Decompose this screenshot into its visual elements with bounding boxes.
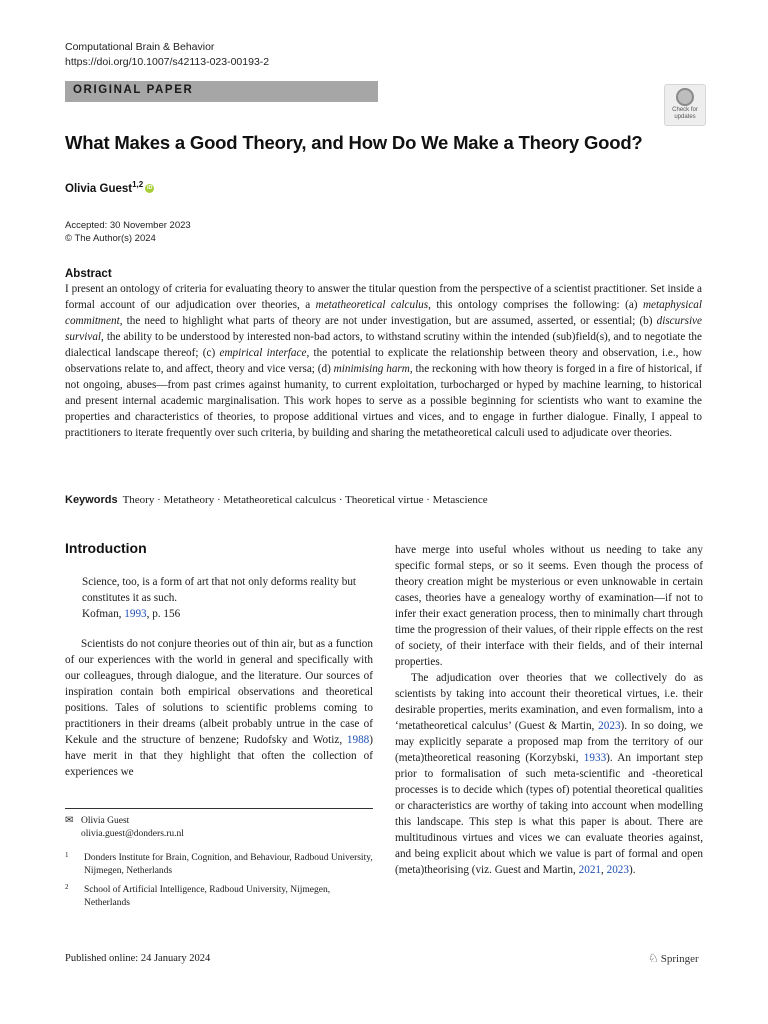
keywords-line — [65, 494, 488, 506]
author-line — [65, 180, 154, 195]
intro-paragraph-1: Scientists do not conjure theories out of thin air, but as a function of our experiences with the world in general and specifically with our colleagues, through dialogue, and the literature. Our sources of inspiration contain both empirical observations and theoretical positions. Tales of solutions to scientific problems coming to practitioners in their dreams (albeit probably untrue in the case of Kekule and the structure of benzene; Rudofsky and Wotiz, 1988) have merit in that they highlight that often the collection of experiences we — [65, 638, 373, 778]
article-dates — [65, 219, 191, 245]
article-type-banner — [65, 81, 378, 102]
orcid-icon[interactable]: iD — [146, 185, 153, 192]
citation-link[interactable]: 1933 — [583, 752, 607, 764]
keywords-list: Theory · Metatheory · Metatheoretical calculcus · Theoretical virtue · Metascience — [122, 494, 488, 506]
affiliation-number: 1 — [65, 851, 69, 859]
contact-name: Olivia Guest — [81, 816, 130, 826]
footnote-divider — [65, 808, 373, 809]
keywords-label: Keywords — [65, 494, 118, 506]
intro-paragraph-continued: have merge into useful wholes without us needing to take any specific formal steps, or so it seems. Even though the process of theory creation might be mysterious or even unknowable in certain cases, theories have a genealogy worthy of examination—if not to infer their exact generation process, then to minimally chart through time the progression of their values, of their ripple effects on the rest of society, of their interface with their fields, and of their internal properties. — [395, 544, 703, 668]
author-name[interactable]: Olivia Guest — [65, 182, 133, 195]
copyright-line: © The Author(s) 2024 — [65, 233, 156, 244]
abstract-text: I present an ontology of criteria for evaluating theory to answer the titular question from the perspective of a scientist practitioner. Set inside a formal account of our adjudication over theories, a metatheoretical calculus, this ontology comprises the following: (a) metaphysical commitment, the need to highlight what parts of theory are not under investigation, but are assumed, asserted, or essential; (b) discursive survival, the ability to be understood by interested non-bad actors, to withstand scrutiny within the intended (sub)field(s), and to negotiate the dialectical landscape thereof; (c) empirical interface, the potential to explicate the relationship between theory and observation, i.e., how observations relate to, and affect, theory and vice versa; (d) minimising harm, the reckoning with how theory is forged in a fire of historical, if not ongoing, abuses—from past crimes against humanity, to current exploitation, turbocharged or hyped by machine learning, to historical and present internal academic marginalisation. This work hopes to serve as a possible beginning for scientists who want to examine the properties and characteristics of theories, to propose additional virtues and vices, and to engage in further dialogue. Finally, I appeal to practitioners to iterate frequently over such criteria, by building and sharing the metatheoretical calculi used to adjudicate over theories. — [65, 283, 703, 439]
article-type-label: ORIGINAL PAPER — [73, 84, 194, 96]
check-updates-label: Check for updates — [672, 107, 698, 120]
journal-name: Computational Brain & Behavior — [65, 41, 215, 53]
citation-link[interactable]: 1988 — [346, 734, 370, 746]
envelope-icon: ✉ — [65, 815, 74, 826]
citation-link[interactable]: 1993 — [124, 608, 147, 620]
citation-link[interactable]: 2021 — [578, 864, 601, 876]
check-for-updates-button[interactable] — [664, 84, 706, 126]
accepted-date: Accepted: 30 November 2023 — [65, 220, 191, 231]
doi-link[interactable]: https://doi.org/10.1007/s42113-023-00193-2 — [65, 56, 270, 68]
epigraph-citation: Kofman, 1993, p. 156 — [82, 608, 181, 620]
published-date: Published online: 24 January 2024 — [65, 953, 211, 964]
abstract-heading: Abstract — [65, 268, 112, 280]
right-column-body — [395, 542, 703, 878]
intro-paragraph-2: The adjudication over theories that we collectively do as scientists by taking into account their theoretical virtues, i.e. their desirable properties, merits examination, and even formalism, into a ‘metatheoretical calculus’ (Guest & Martin, 2023). In so doing, we may explicitly separate a proposed map from the territory of our (meta)theoretical reasoning (Korzybski, 1933). An important step prior to formalisation of such meta-scientific and -theoretical processes is to decide which (types of) potential theoretical qualities or characteristics are worthy of taking into account when modelling this landscape. This step is what this paper is about. There are multitudinous virtues and vices we can evaluate theories against, and being explicit about which we value is part of formal and open (meta)theorising (viz. Guest and Martin, 2021, 2023). — [395, 672, 703, 876]
affiliation-text: Donders Institute for Brain, Cognition, and Behaviour, Radboud University, Nijmegen, Netherlands — [84, 853, 373, 876]
publisher-logo — [648, 951, 699, 966]
citation-link[interactable]: 2023 — [606, 864, 629, 876]
left-column-body — [65, 636, 373, 780]
citation-link[interactable]: 2023 — [598, 720, 621, 732]
springer-horse-icon: ♘ — [648, 951, 659, 965]
epigraph-quote — [82, 574, 372, 622]
epigraph-text: Science, too, is a form of art that not only deforms reality but constitutes it as such. — [82, 576, 357, 604]
author-affiliation-marks: 1,2 — [132, 180, 144, 189]
introduction-heading: Introduction — [65, 540, 147, 556]
publisher-name: Springer — [660, 953, 699, 965]
paper-title: What Makes a Good Theory, and How Do We Make a Theory Good? — [65, 132, 643, 153]
journal-header — [65, 40, 269, 70]
check-updates-icon — [676, 88, 694, 106]
contact-email[interactable]: olivia.guest@donders.ru.nl — [81, 828, 184, 839]
affiliation-number: 2 — [65, 883, 69, 891]
affiliation-text: School of Artificial Intelligence, Radboud University, Nijmegen, Netherlands — [84, 885, 331, 908]
